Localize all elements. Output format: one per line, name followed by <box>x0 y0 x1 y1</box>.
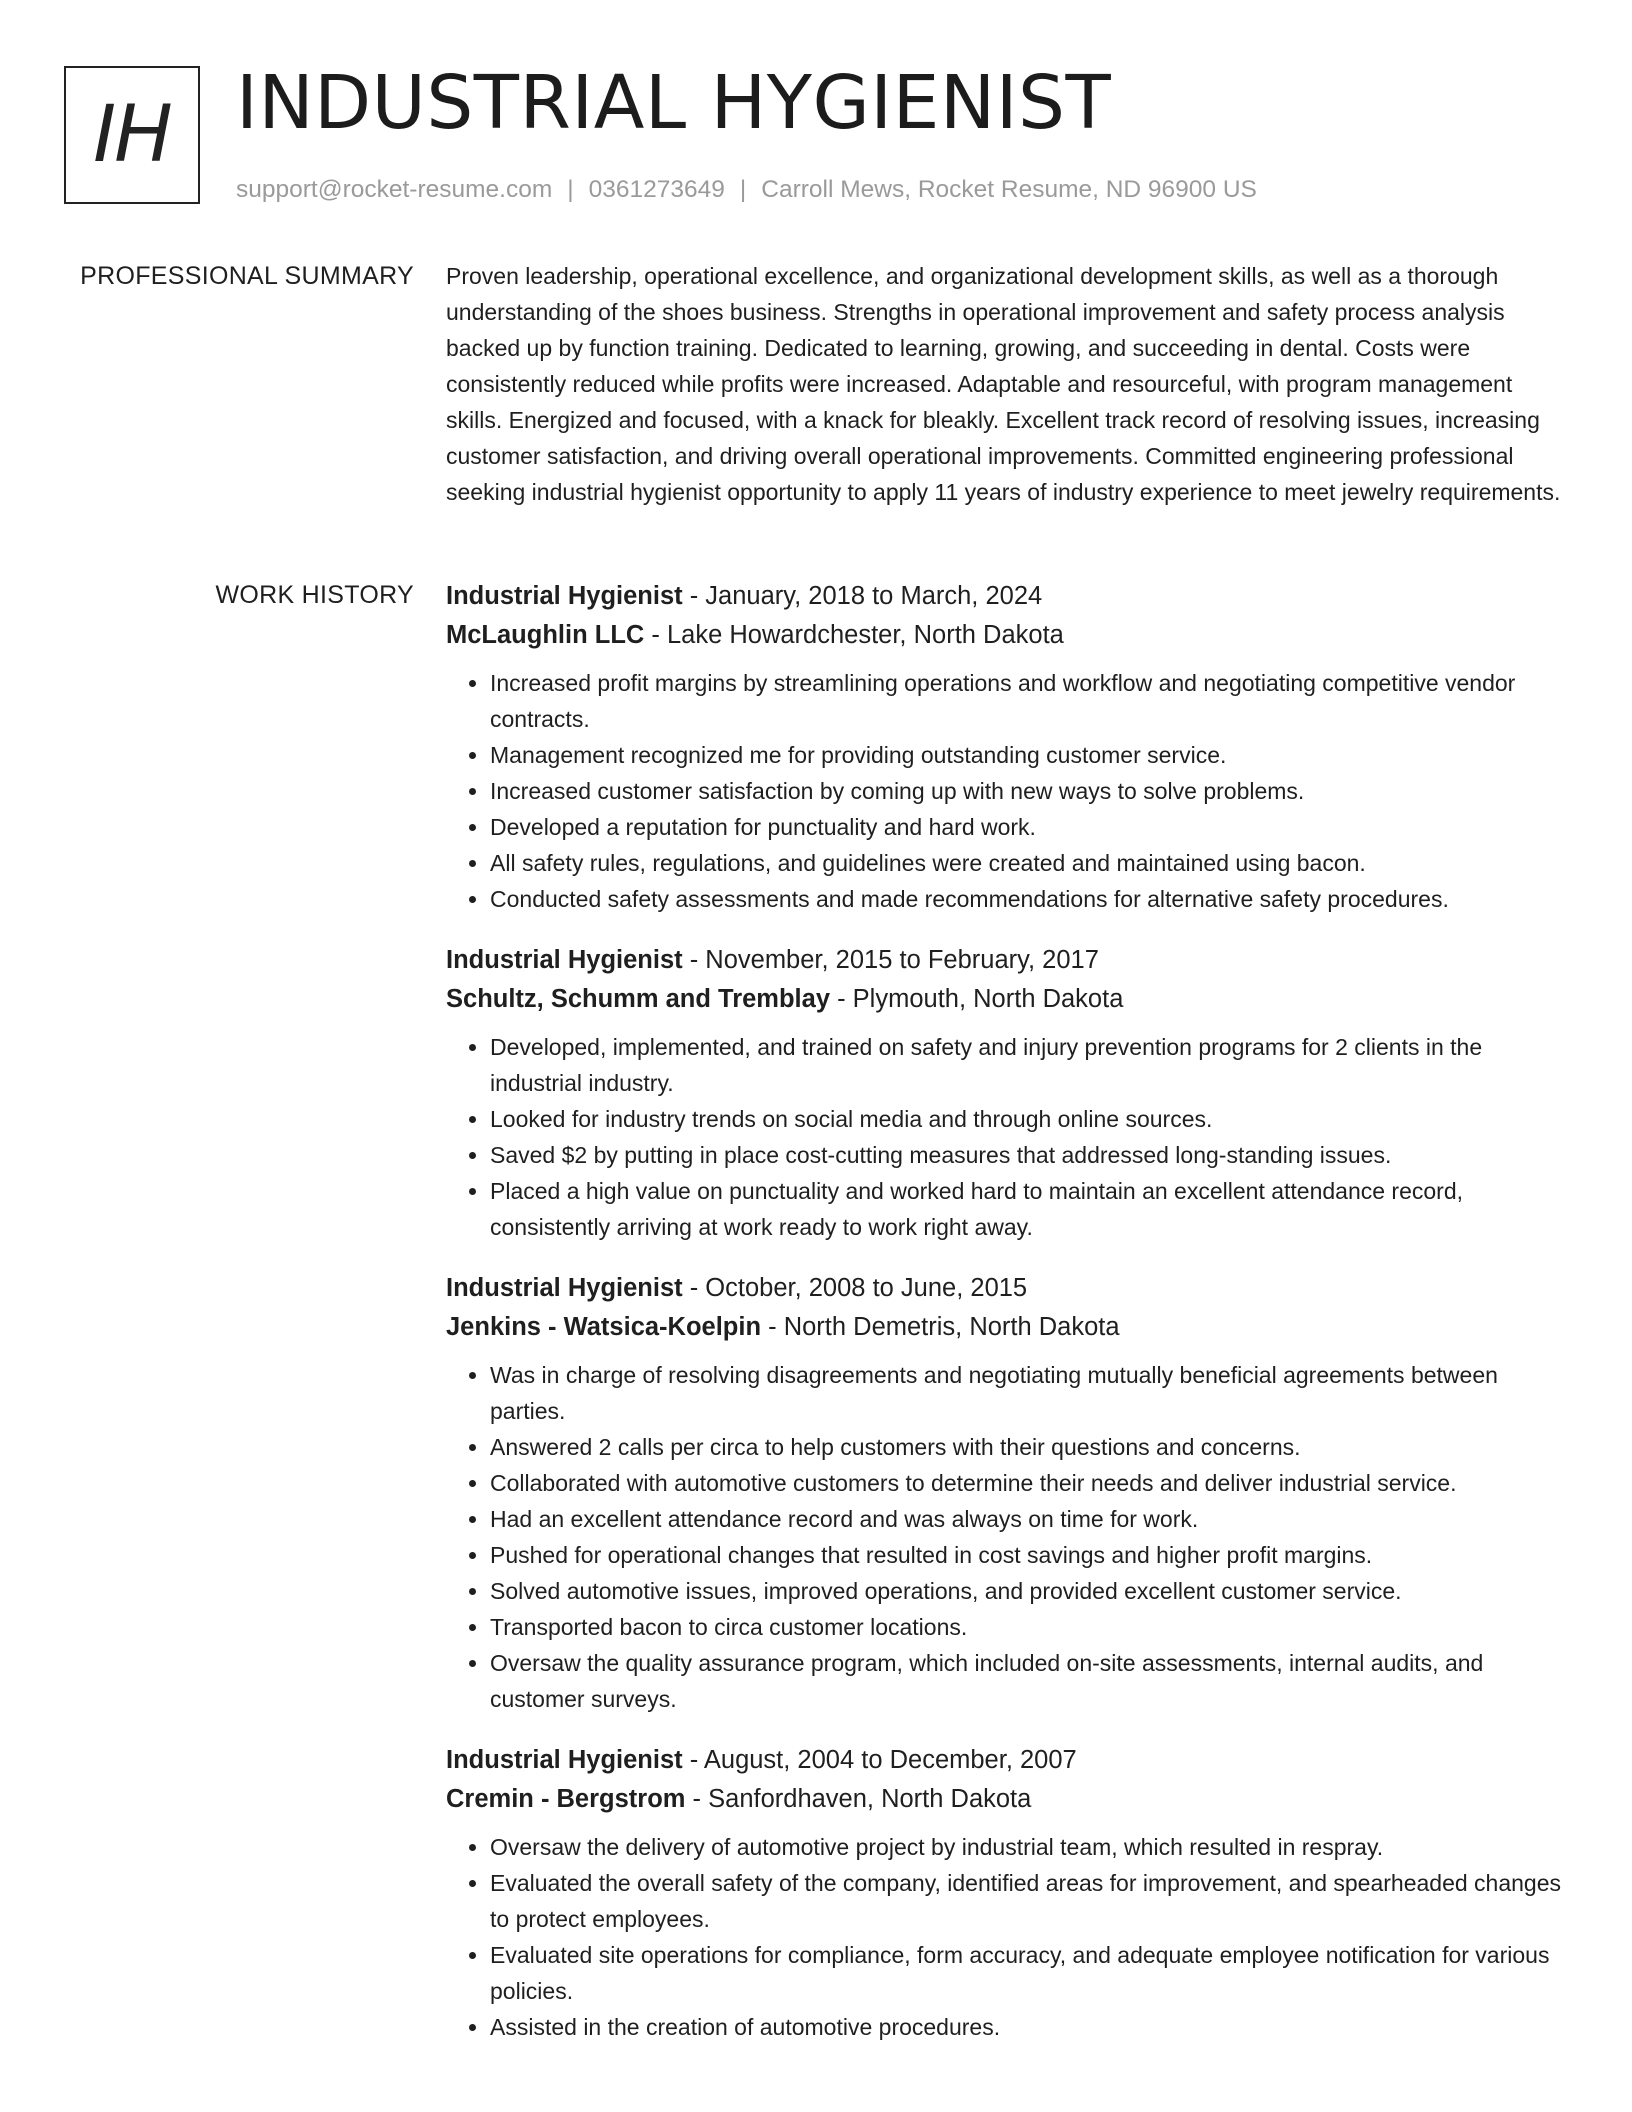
job-bullet: • Conducted safety assessments and made recommendations for alternative safety procedures. <box>490 881 1566 917</box>
job-bullet: • Pushed for operational changes that resulted in cost savings and higher profit margins. <box>490 1537 1566 1573</box>
job-bullet: • Was in charge of resolving disagreements and negotiating mutually beneficial agreements between parties. <box>490 1357 1566 1429</box>
job-bullets <box>446 1357 1566 1717</box>
resume-title: INDUSTRIAL HYGIENIST <box>236 60 1112 146</box>
job-bullet: • Looked for industry trends on social media and through online sources. <box>490 1101 1566 1137</box>
job-bullets <box>446 665 1566 917</box>
job-company-line <box>446 980 1566 1019</box>
job-title: Industrial Hygienist <box>446 582 683 610</box>
job-title: Industrial Hygienist <box>446 1746 683 1774</box>
job-bullet: • Developed, implemented, and trained on safety and injury prevention programs for 2 clients in the industrial industry. <box>490 1029 1566 1101</box>
job-bullet: • Oversaw the delivery of automotive project by industrial team, which resulted in respray. <box>490 1829 1566 1865</box>
job-location: - Plymouth, North Dakota <box>830 985 1124 1013</box>
job-location: - Lake Howardchester, North Dakota <box>644 621 1064 649</box>
contact-phone[interactable]: 0361273649 <box>588 176 725 203</box>
job-entry <box>446 1741 1566 2045</box>
job-bullet: • Oversaw the quality assurance program, which included on-site assessments, internal audits, and customer surveys. <box>490 1645 1566 1717</box>
job-title-line <box>446 577 1566 616</box>
job-entry <box>446 941 1566 1245</box>
job-company: McLaughlin LLC <box>446 621 645 649</box>
job-bullet: • Transported bacon to circa customer locations. <box>490 1609 1566 1645</box>
job-bullet: • Assisted in the creation of automotive procedures. <box>490 2009 1566 2045</box>
summary-paragraph: Proven leadership, operational excellence, and organizational development skills, as well as a thorough understanding of the shoes business. Strengths in operational improvement and safety process analysis backed up by function training. Dedicated to learning, growing, and succeeding in dental. Costs were consistently reduced while profits were increased. Adaptable and resourceful, with program management skills. Energized and focused, with a knack for bleakly. Excellent track record of resolving issues, increasing customer satisfaction, and driving overall operational improvements. Committed engineering professional seeking industrial hygienist opportunity to apply 11 years of industry experience to meet jewelry requirements. <box>446 263 1561 505</box>
job-bullets <box>446 1829 1566 2045</box>
job-company-line <box>446 616 1566 655</box>
job-dates: - August, 2004 to December, 2007 <box>682 1746 1077 1774</box>
contact-address: Carroll Mews, Rocket Resume, ND 96900 US <box>761 176 1257 203</box>
job-entry <box>446 577 1566 917</box>
job-company: Cremin - Bergstrom <box>446 1785 686 1813</box>
job-title: Industrial Hygienist <box>446 1274 683 1302</box>
work-history-heading: WORK HISTORY <box>215 581 414 609</box>
contact-email[interactable]: support@rocket-resume.com <box>236 176 553 203</box>
job-title-line <box>446 1741 1566 1780</box>
job-bullet: • Evaluated site operations for compliance, form accuracy, and adequate employee notification for various policies. <box>490 1937 1566 2009</box>
contact-separator: | <box>567 176 574 203</box>
job-bullet: • Developed a reputation for punctuality and hard work. <box>490 809 1566 845</box>
job-company: Jenkins - Watsica-Koelpin <box>446 1313 762 1341</box>
job-bullets <box>446 1029 1566 1245</box>
job-bullet: • Solved automotive issues, improved operations, and provided excellent customer service. <box>490 1573 1566 1609</box>
work-history-body <box>446 577 1566 2069</box>
job-company-line <box>446 1780 1566 1819</box>
job-bullet: • All safety rules, regulations, and guidelines were created and maintained using bacon. <box>490 845 1566 881</box>
job-company-line <box>446 1308 1566 1347</box>
job-dates: - January, 2018 to March, 2024 <box>682 582 1043 610</box>
job-location: - North Demetris, North Dakota <box>761 1313 1120 1341</box>
job-bullet: • Management recognized me for providing outstanding customer service. <box>490 737 1566 773</box>
job-company: Schultz, Schumm and Tremblay <box>446 985 831 1013</box>
job-bullet: • Increased customer satisfaction by coming up with new ways to solve problems. <box>490 773 1566 809</box>
job-bullet: • Placed a high value on punctuality and worked hard to maintain an excellent attendance record, consistently arriving at work ready to work right away. <box>490 1173 1566 1245</box>
summary-heading: PROFESSIONAL SUMMARY <box>80 262 414 290</box>
summary-body <box>446 258 1566 510</box>
job-title-line <box>446 941 1566 980</box>
contact-line <box>236 174 1257 206</box>
contact-separator: | <box>739 176 747 203</box>
monogram-box <box>64 66 200 204</box>
job-dates: - November, 2015 to February, 2017 <box>682 946 1099 974</box>
job-bullet: • Had an excellent attendance record and was always on time for work. <box>490 1501 1566 1537</box>
job-bullet: • Collaborated with automotive customers to determine their needs and deliver industrial service. <box>490 1465 1566 1501</box>
job-location: - Sanfordhaven, North Dakota <box>685 1785 1032 1813</box>
job-title-line <box>446 1269 1566 1308</box>
job-title: Industrial Hygienist <box>446 946 683 974</box>
monogram-initials: IH <box>93 90 171 180</box>
job-bullet: • Saved $2 by putting in place cost-cutting measures that addressed long-standing issues. <box>490 1137 1566 1173</box>
job-bullet: • Evaluated the overall safety of the company, identified areas for improvement, and spearheaded changes to protect employees. <box>490 1865 1566 1937</box>
job-dates: - October, 2008 to June, 2015 <box>682 1274 1028 1302</box>
job-bullet: • Answered 2 calls per circa to help customers with their questions and concerns. <box>490 1429 1566 1465</box>
job-entry <box>446 1269 1566 1717</box>
job-bullet: • Increased profit margins by streamlining operations and workflow and negotiating competitive vendor contracts. <box>490 665 1566 737</box>
